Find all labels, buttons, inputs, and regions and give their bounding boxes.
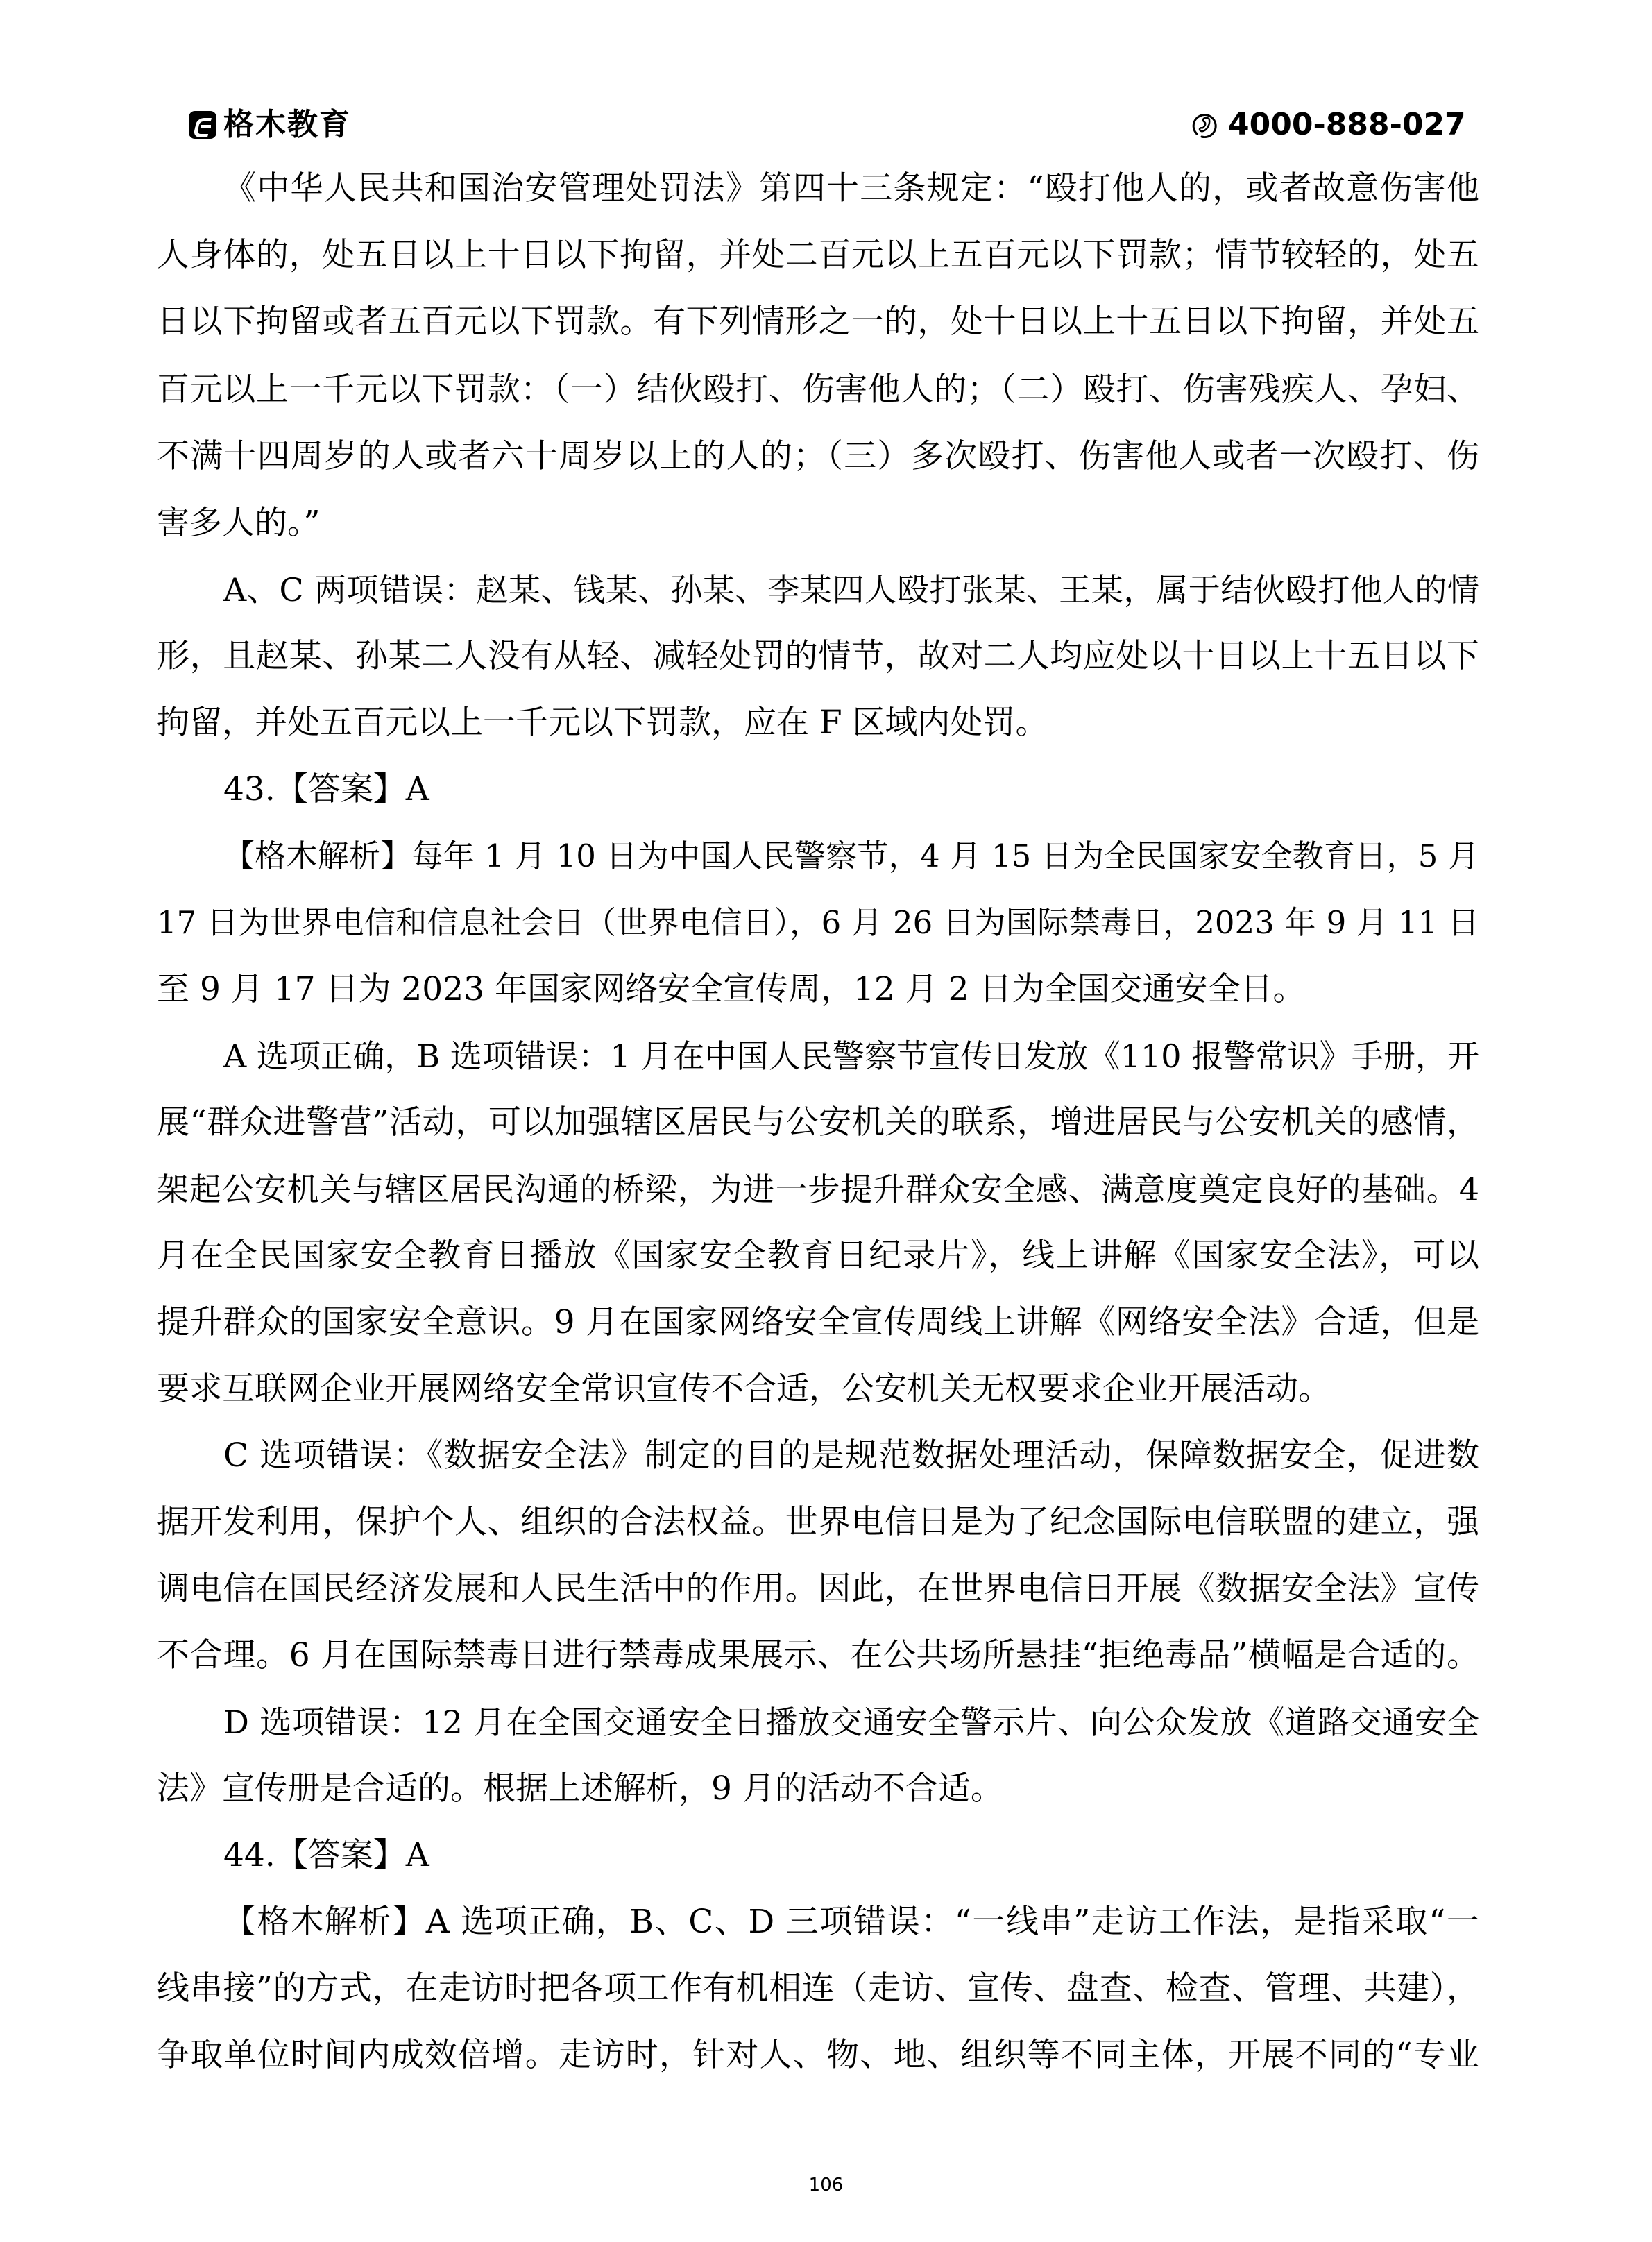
body-line: 【格木解析】A 选项正确，B、C、D 三项错误：“一线串”走访工作法，是指采取“一 [223,1903,1479,1941]
body-line: A 选项正确，B 选项错误：1 月在中国人民警察节宣传日发放《110 报警常识》手册，开 [223,1037,1479,1075]
body-line: 17 日为世界电信和信息社会日（世界电信日），6 月 26 日为国际禁毒日，2023 年 9 月 11 日 [157,904,1479,941]
body-line: 《中华人民共和国治安管理处罚法》第四十三条规定：“殴打他人的，或者故意伤害他 [223,169,1479,207]
body-line: 害多人的。” [157,504,321,542]
page-number: 106 [808,2175,844,2196]
body-line: A、C 两项错误：赵某、钱某、孙某、李某四人殴打张某、王某，属于结伙殴打他人的情 [223,571,1479,609]
phone-number: 4000-888-027 [1228,107,1466,142]
body-line: 展“群众进警营”活动，可以加强辖区居民与公安机关的联系，增进居民与公安机关的感情， [157,1103,1479,1141]
body-line: 要求互联网企业开展网络安全常识宣传不合适，公安机关无权要求企业开展活动。 [157,1370,1331,1408]
body-line: 争取单位时间内成效倍增。走访时，针对人、物、地、组织等不同主体，开展不同的“专业 [157,2036,1479,2074]
body-line: 百元以上一千元以下罚款：（一）结伙殴打、伤害他人的；（二）殴打、伤害残疾人、孕妇、 [157,371,1479,409]
logo-text: 格木教育 [223,107,351,142]
answer-heading-43: 43.【答案】A [223,770,429,808]
brand-e-icon [189,111,216,139]
header-phone [1192,104,1466,146]
body-line: 至 9 月 17 日为 2023 年国家网络安全宣传周，12 月 2 日为全国交通安全日。 [157,970,1306,1008]
body-line: 形，且赵某、孙某二人没有从轻、减轻处罚的情节，故对二人均应处以十日以上十五日以下 [157,637,1479,675]
body-line: 不满十四周岁的人或者六十周岁以上的人的；（三）多次殴打、伤害他人或者一次殴打、伤 [157,437,1479,475]
body-line: C 选项错误：《数据安全法》制定的目的是规范数据处理活动，保障数据安全，促进数 [223,1436,1479,1475]
header-logo [189,104,351,146]
body-line: 日以下拘留或者五百元以下罚款。有下列情形之一的，处十日以上十五日以下拘留，并处五 [157,303,1479,341]
body-line: 调电信在国民经济发展和人民生活中的作用。因此，在世界电信日开展《数据安全法》宣传 [157,1570,1479,1608]
body-line: D 选项错误：12 月在全国交通安全日播放交通安全警示片、向公众发放《道路交通安全 [223,1704,1479,1741]
body-line: 法》宣传册是合适的。根据上述解析，9 月的活动不合适。 [157,1769,1003,1808]
body-line: 不合理。6 月在国际禁毒日进行禁毒成果展示、在公共场所悬挂“拒绝毒品”横幅是合适的。 [157,1636,1479,1674]
body-line: 线串接”的方式，在走访时把各项工作有机相连（走访、宣传、盘查、检查、管理、共建）， [157,1969,1479,2007]
body-line: 拘留，并处五百元以上一千元以下罚款，应在 F 区域内处罚。 [157,704,1048,742]
body-line: 人身体的，处五日以上十日以下拘留，并处二百元以上五百元以下罚款；情节较轻的，处五 [157,236,1479,274]
body-line: 据开发利用，保护个人、组织的合法权益。世界电信日是为了纪念国际电信联盟的建立，强 [157,1503,1479,1541]
body-line: 月在全民国家安全教育日播放《国家安全教育日纪录片》，线上讲解《国家安全法》，可以 [157,1237,1479,1275]
body-line: 架起公安机关与辖区居民沟通的桥梁，为进一步提升群众安全感、满意度奠定良好的基础。4 [157,1171,1479,1208]
answer-heading-44: 44.【答案】A [223,1836,429,1874]
body-line: 提升群众的国家安全意识。9 月在国家网络安全宣传周线上讲解《网络安全法》合适，但是 [157,1303,1479,1341]
phone-circle-icon [1192,110,1218,139]
body-line: 【格木解析】每年 1 月 10 日为中国人民警察节，4 月 15 日为全民国家安全教育日，5 月 [223,838,1479,874]
